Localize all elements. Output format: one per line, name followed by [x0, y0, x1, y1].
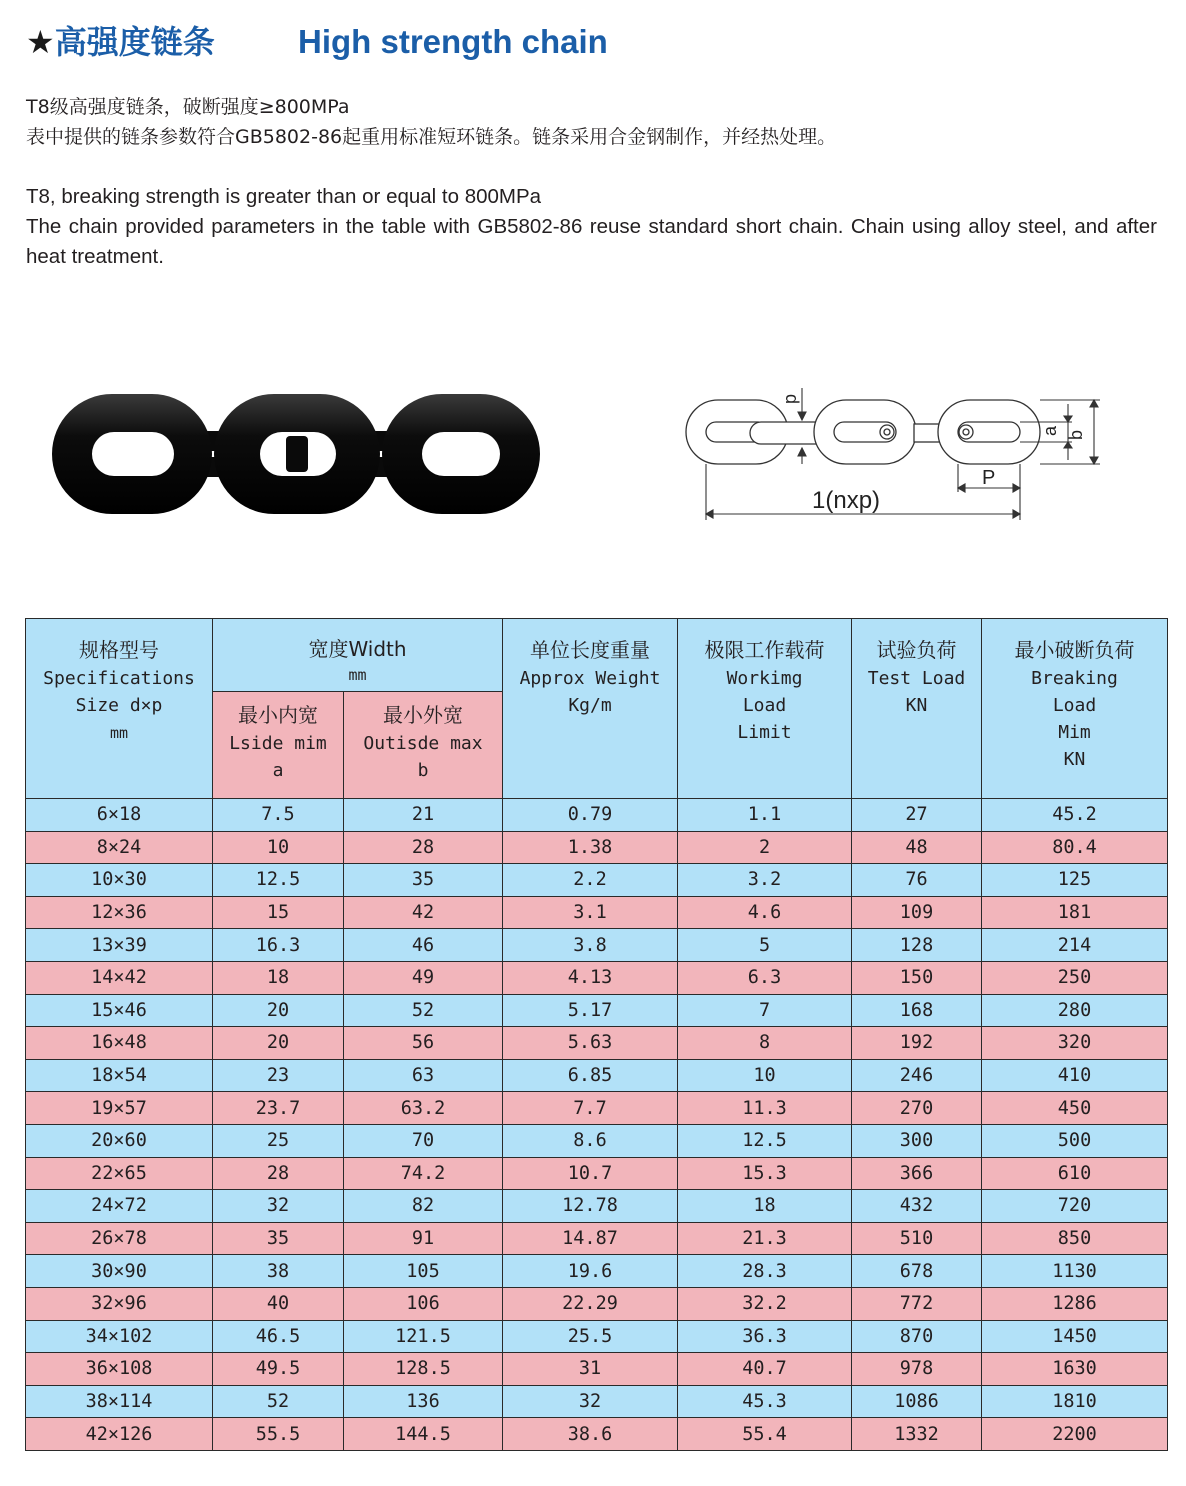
cell-breaking-load: 850 — [982, 1222, 1168, 1255]
cell-breaking-load: 214 — [982, 929, 1168, 962]
cell-size: 36×108 — [26, 1353, 213, 1386]
cell-size: 15×46 — [26, 994, 213, 1027]
cell-outer-width: 21 — [344, 799, 503, 832]
cell-test-load: 678 — [852, 1255, 982, 1288]
cell-outer-width: 70 — [344, 1124, 503, 1157]
chain-photo — [52, 384, 542, 524]
cell-wll: 45.3 — [678, 1385, 852, 1418]
cell-inner-width: 10 — [213, 831, 344, 864]
header-weight: 单位长度重量 Approx Weight Kg/m — [503, 619, 678, 799]
cell-wll: 6.3 — [678, 961, 852, 994]
cell-wll: 32.2 — [678, 1287, 852, 1320]
cell-outer-width: 63 — [344, 1059, 503, 1092]
cell-size: 19×57 — [26, 1092, 213, 1125]
cell-size: 6×18 — [26, 799, 213, 832]
cell-weight: 12.78 — [503, 1190, 678, 1223]
cell-breaking-load: 1630 — [982, 1353, 1168, 1386]
cell-test-load: 192 — [852, 1027, 982, 1060]
cell-test-load: 168 — [852, 994, 982, 1027]
table-row — [26, 831, 1168, 864]
table-row — [26, 799, 1168, 832]
table-row — [26, 1157, 1168, 1190]
table-row — [26, 896, 1168, 929]
table-row — [26, 1287, 1168, 1320]
cell-wll: 10 — [678, 1059, 852, 1092]
cell-breaking-load: 125 — [982, 864, 1168, 897]
cell-inner-width: 40 — [213, 1287, 344, 1320]
intro-en-paragraph: The chain provided parameters in the table with GB5802-86 reuse standard short chain. Chain using alloy steel, and after heat treatment. — [26, 215, 1157, 268]
cell-breaking-load: 45.2 — [982, 799, 1168, 832]
spec-table — [25, 618, 1168, 1451]
cell-test-load: 246 — [852, 1059, 982, 1092]
cell-weight: 3.8 — [503, 929, 678, 962]
cell-wll: 11.3 — [678, 1092, 852, 1125]
cell-test-load: 366 — [852, 1157, 982, 1190]
cell-breaking-load: 2200 — [982, 1418, 1168, 1451]
cell-size: 10×30 — [26, 864, 213, 897]
table-row — [26, 864, 1168, 897]
diagram-label-b: b — [1066, 429, 1086, 440]
table-row — [26, 1320, 1168, 1353]
cell-wll: 2 — [678, 831, 852, 864]
cell-inner-width: 23.7 — [213, 1092, 344, 1125]
cell-breaking-load: 1130 — [982, 1255, 1168, 1288]
table-row — [26, 929, 1168, 962]
cell-outer-width: 28 — [344, 831, 503, 864]
cell-inner-width: 46.5 — [213, 1320, 344, 1353]
table-row — [26, 961, 1168, 994]
cell-test-load: 48 — [852, 831, 982, 864]
cell-outer-width: 56 — [344, 1027, 503, 1060]
cell-outer-width: 42 — [344, 896, 503, 929]
cell-weight: 2.2 — [503, 864, 678, 897]
cell-weight: 6.85 — [503, 1059, 678, 1092]
cell-size: 42×126 — [26, 1418, 213, 1451]
cell-outer-width: 121.5 — [344, 1320, 503, 1353]
cell-weight: 3.1 — [503, 896, 678, 929]
intro-en-line1: T8, breaking strength is greater than or equal to 800MPa — [26, 185, 542, 208]
cell-inner-width: 12.5 — [213, 864, 344, 897]
cell-test-load: 772 — [852, 1287, 982, 1320]
cell-wll: 5 — [678, 929, 852, 962]
cell-breaking-load: 500 — [982, 1124, 1168, 1157]
cell-outer-width: 46 — [344, 929, 503, 962]
cell-weight: 7.7 — [503, 1092, 678, 1125]
cell-outer-width: 128.5 — [344, 1353, 503, 1386]
table-row — [26, 1255, 1168, 1288]
cell-test-load: 128 — [852, 929, 982, 962]
cell-outer-width: 63.2 — [344, 1092, 503, 1125]
cell-size: 34×102 — [26, 1320, 213, 1353]
intro-zh-line2: 表中提供的链条参数符合GB5802-86起重用标准短环链条。链条采用合金钢制作，并经热处理。 — [26, 126, 837, 148]
cell-size: 12×36 — [26, 896, 213, 929]
cell-weight: 32 — [503, 1385, 678, 1418]
table-row — [26, 994, 1168, 1027]
cell-test-load: 1332 — [852, 1418, 982, 1451]
cell-inner-width: 20 — [213, 994, 344, 1027]
cell-weight: 5.17 — [503, 994, 678, 1027]
cell-outer-width: 106 — [344, 1287, 503, 1320]
header-test-load: 试验负荷 Test Load KN — [852, 619, 982, 799]
cell-breaking-load: 610 — [982, 1157, 1168, 1190]
cell-test-load: 300 — [852, 1124, 982, 1157]
cell-weight: 10.7 — [503, 1157, 678, 1190]
cell-test-load: 109 — [852, 896, 982, 929]
cell-inner-width: 20 — [213, 1027, 344, 1060]
cell-test-load: 270 — [852, 1092, 982, 1125]
cell-weight: 14.87 — [503, 1222, 678, 1255]
cell-test-load: 27 — [852, 799, 982, 832]
cell-outer-width: 49 — [344, 961, 503, 994]
cell-outer-width: 35 — [344, 864, 503, 897]
table-row — [26, 1124, 1168, 1157]
cell-wll: 40.7 — [678, 1353, 852, 1386]
cell-breaking-load: 250 — [982, 961, 1168, 994]
page-title — [26, 20, 608, 64]
table-row — [26, 1385, 1168, 1418]
table-row — [26, 1418, 1168, 1451]
cell-test-load: 510 — [852, 1222, 982, 1255]
cell-breaking-load: 320 — [982, 1027, 1168, 1060]
cell-inner-width: 28 — [213, 1157, 344, 1190]
cell-weight: 22.29 — [503, 1287, 678, 1320]
diagram-label-p: P — [982, 467, 996, 489]
header-width: 宽度Width mm — [213, 619, 503, 692]
cell-size: 16×48 — [26, 1027, 213, 1060]
cell-weight: 1.38 — [503, 831, 678, 864]
header-spec: 规格型号 Specifications Size d×p mm — [26, 619, 213, 799]
cell-breaking-load: 410 — [982, 1059, 1168, 1092]
title-zh: 高强度链条 — [54, 23, 215, 61]
cell-weight: 4.13 — [503, 961, 678, 994]
cell-outer-width: 82 — [344, 1190, 503, 1223]
cell-weight: 25.5 — [503, 1320, 678, 1353]
cell-weight: 0.79 — [503, 799, 678, 832]
cell-outer-width: 74.2 — [344, 1157, 503, 1190]
cell-size: 14×42 — [26, 961, 213, 994]
header-breaking: 最小破断负荷 Breaking Load Mim KN — [982, 619, 1168, 799]
cell-size: 22×65 — [26, 1157, 213, 1190]
cell-wll: 3.2 — [678, 864, 852, 897]
cell-inner-width: 23 — [213, 1059, 344, 1092]
cell-wll: 15.3 — [678, 1157, 852, 1190]
cell-inner-width: 18 — [213, 961, 344, 994]
cell-test-load: 1086 — [852, 1385, 982, 1418]
cell-inner-width: 52 — [213, 1385, 344, 1418]
cell-test-load: 978 — [852, 1353, 982, 1386]
cell-test-load: 870 — [852, 1320, 982, 1353]
cell-outer-width: 52 — [344, 994, 503, 1027]
table-row — [26, 1222, 1168, 1255]
cell-inner-width: 32 — [213, 1190, 344, 1223]
cell-size: 20×60 — [26, 1124, 213, 1157]
table-row — [26, 1353, 1168, 1386]
cell-size: 8×24 — [26, 831, 213, 864]
cell-size: 24×72 — [26, 1190, 213, 1223]
cell-breaking-load: 1810 — [982, 1385, 1168, 1418]
cell-outer-width: 136 — [344, 1385, 503, 1418]
cell-breaking-load: 1286 — [982, 1287, 1168, 1320]
header-inner-width: 最小内宽 Lside mim a — [213, 692, 344, 799]
cell-wll: 8 — [678, 1027, 852, 1060]
cell-wll: 55.4 — [678, 1418, 852, 1451]
cell-inner-width: 49.5 — [213, 1353, 344, 1386]
table-row — [26, 1059, 1168, 1092]
cell-inner-width: 7.5 — [213, 799, 344, 832]
cell-wll: 36.3 — [678, 1320, 852, 1353]
diagram-label-a: a — [1040, 425, 1060, 436]
table-row — [26, 1027, 1168, 1060]
cell-size: 32×96 — [26, 1287, 213, 1320]
cell-test-load: 76 — [852, 864, 982, 897]
cell-test-load: 150 — [852, 961, 982, 994]
cell-weight: 38.6 — [503, 1418, 678, 1451]
table-row — [26, 1190, 1168, 1223]
cell-wll: 21.3 — [678, 1222, 852, 1255]
cell-inner-width: 16.3 — [213, 929, 344, 962]
cell-breaking-load: 280 — [982, 994, 1168, 1027]
cell-wll: 4.6 — [678, 896, 852, 929]
cell-size: 13×39 — [26, 929, 213, 962]
cell-wll: 28.3 — [678, 1255, 852, 1288]
cell-size: 38×114 — [26, 1385, 213, 1418]
cell-weight: 19.6 — [503, 1255, 678, 1288]
cell-breaking-load: 450 — [982, 1092, 1168, 1125]
diagram-label-d: d — [782, 394, 802, 405]
cell-size: 18×54 — [26, 1059, 213, 1092]
cell-breaking-load: 1450 — [982, 1320, 1168, 1353]
cell-wll: 18 — [678, 1190, 852, 1223]
cell-outer-width: 144.5 — [344, 1418, 503, 1451]
cell-breaking-load: 181 — [982, 896, 1168, 929]
cell-outer-width: 105 — [344, 1255, 503, 1288]
title-en: High strength chain — [298, 23, 608, 60]
cell-inner-width: 35 — [213, 1222, 344, 1255]
cell-inner-width: 15 — [213, 896, 344, 929]
cell-wll: 12.5 — [678, 1124, 852, 1157]
cell-wll: 7 — [678, 994, 852, 1027]
cell-test-load: 432 — [852, 1190, 982, 1223]
cell-breaking-load: 720 — [982, 1190, 1168, 1223]
cell-inner-width: 25 — [213, 1124, 344, 1157]
cell-weight: 5.63 — [503, 1027, 678, 1060]
intro-zh-line1: T8级高强度链条，破断强度≥800MPa — [26, 96, 350, 118]
cell-size: 30×90 — [26, 1255, 213, 1288]
cell-weight: 8.6 — [503, 1124, 678, 1157]
star-icon: ★ — [26, 23, 55, 61]
cell-outer-width: 91 — [344, 1222, 503, 1255]
cell-weight: 31 — [503, 1353, 678, 1386]
cell-size: 26×78 — [26, 1222, 213, 1255]
cell-inner-width: 55.5 — [213, 1418, 344, 1451]
chain-diagram — [680, 380, 1110, 530]
cell-inner-width: 38 — [213, 1255, 344, 1288]
header-wll: 极限工作载荷 Workimg Load Limit — [678, 619, 852, 799]
cell-breaking-load: 80.4 — [982, 831, 1168, 864]
diagram-label-length: 1(nxp) — [812, 487, 881, 514]
table-row — [26, 1092, 1168, 1125]
header-outer-width: 最小外宽 Outisde max b — [344, 692, 503, 799]
cell-wll: 1.1 — [678, 799, 852, 832]
